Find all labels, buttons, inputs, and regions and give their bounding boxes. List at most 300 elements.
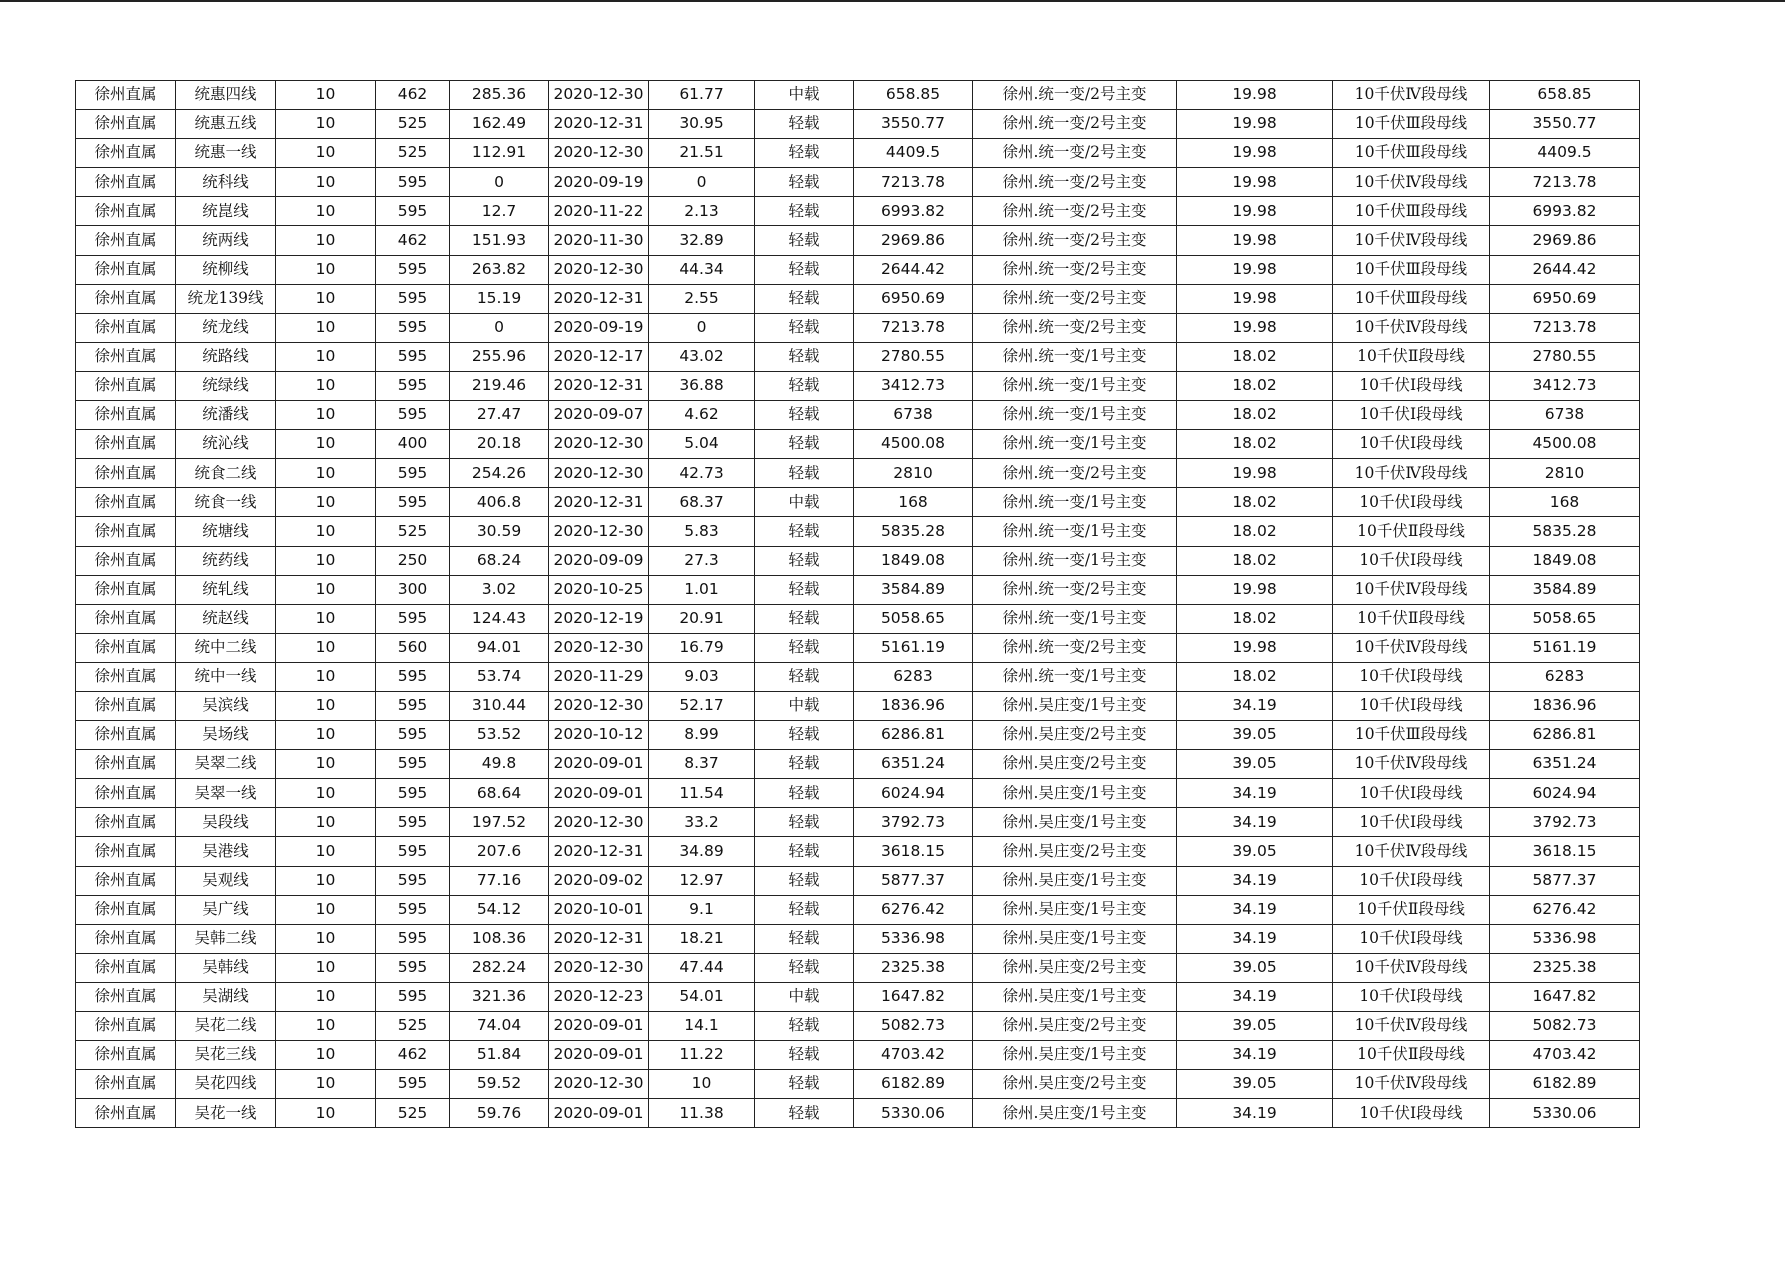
bus-section-cell: 10千伏Ⅲ段母线 [1333,197,1490,226]
max-current-cell: 30.59 [450,517,549,546]
date-cell: 2020-12-30 [549,1070,649,1099]
load-status-cell: 轻载 [755,1099,854,1128]
region-cell: 徐州直属 [76,284,176,313]
remaining-capacity-cell: 6738 [1490,401,1640,430]
remaining-capacity-cell: 2810 [1490,459,1640,488]
load-status-cell: 中载 [755,81,854,110]
remaining-capacity-cell: 658.85 [1490,81,1640,110]
remaining-capacity-cell: 5161.19 [1490,633,1640,662]
bus-section-cell: 10千伏Ⅰ段母线 [1333,546,1490,575]
table-row [76,662,1640,691]
date-cell: 2020-12-30 [549,633,649,662]
max-current-cell: 254.26 [450,459,549,488]
load-rate-cell: 52.17 [649,691,755,720]
load-status-cell: 轻载 [755,110,854,139]
date-cell: 2020-12-17 [549,342,649,371]
table-row [76,924,1640,953]
rated-current-cell: 595 [376,750,450,779]
voltage-level-cell: 10 [276,633,376,662]
substation-transformer-cell: 徐州.统一变/2号主变 [973,110,1177,139]
table-row [76,866,1640,895]
substation-transformer-cell: 徐州.统一变/1号主变 [973,546,1177,575]
rated-current-cell: 462 [376,81,450,110]
voltage-level-cell: 10 [276,924,376,953]
remaining-capacity-cell: 6351.24 [1490,750,1640,779]
voltage-level-cell: 10 [276,779,376,808]
transformer-load-rate-cell: 19.98 [1177,226,1333,255]
available-capacity-cell: 1647.82 [854,982,973,1011]
bus-section-cell: 10千伏Ⅰ段母线 [1333,371,1490,400]
max-current-cell: 53.74 [450,662,549,691]
voltage-level-cell: 10 [276,110,376,139]
substation-transformer-cell: 徐州.吴庄变/1号主变 [973,895,1177,924]
transformer-load-rate-cell: 39.05 [1177,837,1333,866]
bus-section-cell: 10千伏Ⅰ段母线 [1333,488,1490,517]
substation-transformer-cell: 徐州.统一变/1号主变 [973,401,1177,430]
region-cell: 徐州直属 [76,837,176,866]
bus-section-cell: 10千伏Ⅳ段母线 [1333,750,1490,779]
remaining-capacity-cell: 3584.89 [1490,575,1640,604]
available-capacity-cell: 3584.89 [854,575,973,604]
rated-current-cell: 525 [376,1012,450,1041]
load-status-cell: 轻载 [755,1041,854,1070]
date-cell: 2020-09-01 [549,1099,649,1128]
load-rate-cell: 32.89 [649,226,755,255]
date-cell: 2020-12-30 [549,517,649,546]
load-status-cell: 轻载 [755,662,854,691]
region-cell: 徐州直属 [76,342,176,371]
available-capacity-cell: 5835.28 [854,517,973,546]
load-rate-cell: 47.44 [649,953,755,982]
transformer-load-rate-cell: 19.98 [1177,633,1333,662]
region-cell: 徐州直属 [76,633,176,662]
available-capacity-cell: 7213.78 [854,168,973,197]
max-current-cell: 285.36 [450,81,549,110]
load-rate-cell: 20.91 [649,604,755,633]
substation-transformer-cell: 徐州.统一变/2号主变 [973,313,1177,342]
date-cell: 2020-09-09 [549,546,649,575]
rated-current-cell: 595 [376,837,450,866]
remaining-capacity-cell: 5058.65 [1490,604,1640,633]
load-rate-cell: 34.89 [649,837,755,866]
voltage-level-cell: 10 [276,430,376,459]
bus-section-cell: 10千伏Ⅰ段母线 [1333,662,1490,691]
load-status-cell: 轻载 [755,953,854,982]
feeder-name-cell: 统赵线 [176,604,276,633]
transformer-load-rate-cell: 19.98 [1177,110,1333,139]
max-current-cell: 59.76 [450,1099,549,1128]
available-capacity-cell: 1849.08 [854,546,973,575]
substation-transformer-cell: 徐州.吴庄变/2号主变 [973,1070,1177,1099]
table-row [76,430,1640,459]
feeder-name-cell: 吴港线 [176,837,276,866]
load-rate-cell: 9.1 [649,895,755,924]
load-rate-cell: 16.79 [649,633,755,662]
voltage-level-cell: 10 [276,895,376,924]
date-cell: 2020-11-29 [549,662,649,691]
remaining-capacity-cell: 4500.08 [1490,430,1640,459]
transformer-load-rate-cell: 19.98 [1177,168,1333,197]
date-cell: 2020-09-01 [549,1012,649,1041]
load-rate-cell: 5.83 [649,517,755,546]
rated-current-cell: 595 [376,284,450,313]
load-rate-cell: 11.38 [649,1099,755,1128]
substation-transformer-cell: 徐州.统一变/1号主变 [973,517,1177,546]
transformer-load-rate-cell: 34.19 [1177,924,1333,953]
date-cell: 2020-09-19 [549,313,649,342]
table-row [76,517,1640,546]
load-rate-cell: 8.37 [649,750,755,779]
available-capacity-cell: 5330.06 [854,1099,973,1128]
date-cell: 2020-12-31 [549,284,649,313]
table-row [76,313,1640,342]
substation-transformer-cell: 徐州.统一变/2号主变 [973,633,1177,662]
substation-transformer-cell: 徐州.统一变/2号主变 [973,197,1177,226]
load-rate-cell: 27.3 [649,546,755,575]
remaining-capacity-cell: 2780.55 [1490,342,1640,371]
available-capacity-cell: 2780.55 [854,342,973,371]
remaining-capacity-cell: 4409.5 [1490,139,1640,168]
substation-transformer-cell: 徐州.统一变/1号主变 [973,371,1177,400]
rated-current-cell: 595 [376,895,450,924]
date-cell: 2020-10-12 [549,721,649,750]
date-cell: 2020-12-30 [549,459,649,488]
available-capacity-cell: 168 [854,488,973,517]
load-status-cell: 轻载 [755,1012,854,1041]
table-row [76,139,1640,168]
date-cell: 2020-12-30 [549,255,649,284]
table-row [76,1099,1640,1128]
max-current-cell: 282.24 [450,953,549,982]
available-capacity-cell: 6351.24 [854,750,973,779]
bus-section-cell: 10千伏Ⅰ段母线 [1333,866,1490,895]
substation-transformer-cell: 徐州.吴庄变/1号主变 [973,982,1177,1011]
table-row [76,1070,1640,1099]
remaining-capacity-cell: 6024.94 [1490,779,1640,808]
available-capacity-cell: 6024.94 [854,779,973,808]
transformer-load-rate-cell: 34.19 [1177,691,1333,720]
bus-section-cell: 10千伏Ⅳ段母线 [1333,633,1490,662]
load-status-cell: 轻载 [755,808,854,837]
load-status-cell: 轻载 [755,459,854,488]
voltage-level-cell: 10 [276,517,376,546]
load-rate-cell: 0 [649,313,755,342]
max-current-cell: 54.12 [450,895,549,924]
voltage-level-cell: 10 [276,1041,376,1070]
load-status-cell: 轻载 [755,517,854,546]
load-rate-cell: 33.2 [649,808,755,837]
region-cell: 徐州直属 [76,459,176,488]
feeder-name-cell: 统药线 [176,546,276,575]
feeder-name-cell: 吴翠二线 [176,750,276,779]
rated-current-cell: 595 [376,255,450,284]
remaining-capacity-cell: 7213.78 [1490,313,1640,342]
voltage-level-cell: 10 [276,1099,376,1128]
load-rate-cell: 36.88 [649,371,755,400]
rated-current-cell: 595 [376,197,450,226]
available-capacity-cell: 6182.89 [854,1070,973,1099]
remaining-capacity-cell: 6993.82 [1490,197,1640,226]
remaining-capacity-cell: 3412.73 [1490,371,1640,400]
feeder-name-cell: 统惠一线 [176,139,276,168]
voltage-level-cell: 10 [276,139,376,168]
available-capacity-cell: 2810 [854,459,973,488]
substation-transformer-cell: 徐州.吴庄变/1号主变 [973,1099,1177,1128]
load-status-cell: 轻载 [755,168,854,197]
bus-section-cell: 10千伏Ⅳ段母线 [1333,226,1490,255]
voltage-level-cell: 10 [276,255,376,284]
voltage-level-cell: 10 [276,81,376,110]
rated-current-cell: 300 [376,575,450,604]
available-capacity-cell: 4409.5 [854,139,973,168]
max-current-cell: 310.44 [450,691,549,720]
table-row [76,1012,1640,1041]
bus-section-cell: 10千伏Ⅰ段母线 [1333,808,1490,837]
voltage-level-cell: 10 [276,197,376,226]
region-cell: 徐州直属 [76,168,176,197]
load-status-cell: 轻载 [755,779,854,808]
substation-transformer-cell: 徐州.统一变/1号主变 [973,342,1177,371]
transformer-load-rate-cell: 19.98 [1177,284,1333,313]
load-status-cell: 轻载 [755,313,854,342]
bus-section-cell: 10千伏Ⅳ段母线 [1333,575,1490,604]
load-rate-cell: 11.22 [649,1041,755,1070]
substation-transformer-cell: 徐州.统一变/2号主变 [973,81,1177,110]
region-cell: 徐州直属 [76,546,176,575]
remaining-capacity-cell: 6950.69 [1490,284,1640,313]
bus-section-cell: 10千伏Ⅰ段母线 [1333,779,1490,808]
load-status-cell: 轻载 [755,139,854,168]
load-rate-cell: 11.54 [649,779,755,808]
feeder-name-cell: 统路线 [176,342,276,371]
table-row [76,575,1640,604]
feeder-name-cell: 统潘线 [176,401,276,430]
voltage-level-cell: 10 [276,866,376,895]
transformer-load-rate-cell: 39.05 [1177,721,1333,750]
rated-current-cell: 250 [376,546,450,575]
table-row [76,81,1640,110]
bus-section-cell: 10千伏Ⅱ段母线 [1333,517,1490,546]
remaining-capacity-cell: 3792.73 [1490,808,1640,837]
available-capacity-cell: 7213.78 [854,313,973,342]
load-rate-cell: 30.95 [649,110,755,139]
bus-section-cell: 10千伏Ⅱ段母线 [1333,895,1490,924]
available-capacity-cell: 3792.73 [854,808,973,837]
remaining-capacity-cell: 5835.28 [1490,517,1640,546]
load-rate-cell: 12.97 [649,866,755,895]
substation-transformer-cell: 徐州.统一变/2号主变 [973,168,1177,197]
table-row [76,837,1640,866]
load-status-cell: 轻载 [755,604,854,633]
max-current-cell: 77.16 [450,866,549,895]
region-cell: 徐州直属 [76,226,176,255]
date-cell: 2020-12-30 [549,430,649,459]
feeder-name-cell: 吴段线 [176,808,276,837]
voltage-level-cell: 10 [276,953,376,982]
voltage-level-cell: 10 [276,750,376,779]
max-current-cell: 74.04 [450,1012,549,1041]
voltage-level-cell: 10 [276,284,376,313]
voltage-level-cell: 10 [276,488,376,517]
transformer-load-rate-cell: 34.19 [1177,808,1333,837]
available-capacity-cell: 6286.81 [854,721,973,750]
bus-section-cell: 10千伏Ⅲ段母线 [1333,255,1490,284]
date-cell: 2020-11-22 [549,197,649,226]
transformer-load-rate-cell: 34.19 [1177,779,1333,808]
substation-transformer-cell: 徐州.吴庄变/1号主变 [973,691,1177,720]
substation-transformer-cell: 徐州.吴庄变/2号主变 [973,837,1177,866]
max-current-cell: 49.8 [450,750,549,779]
transformer-load-rate-cell: 18.02 [1177,401,1333,430]
date-cell: 2020-12-30 [549,953,649,982]
remaining-capacity-cell: 7213.78 [1490,168,1640,197]
load-rate-cell: 44.34 [649,255,755,284]
date-cell: 2020-12-30 [549,691,649,720]
bus-section-cell: 10千伏Ⅱ段母线 [1333,1041,1490,1070]
load-status-cell: 轻载 [755,866,854,895]
bus-section-cell: 10千伏Ⅲ段母线 [1333,139,1490,168]
region-cell: 徐州直属 [76,779,176,808]
region-cell: 徐州直属 [76,139,176,168]
feeder-name-cell: 统中一线 [176,662,276,691]
max-current-cell: 68.64 [450,779,549,808]
bus-section-cell: 10千伏Ⅱ段母线 [1333,604,1490,633]
load-rate-cell: 4.62 [649,401,755,430]
load-rate-cell: 21.51 [649,139,755,168]
table-row [76,808,1640,837]
available-capacity-cell: 2969.86 [854,226,973,255]
load-rate-cell: 1.01 [649,575,755,604]
table-row [76,982,1640,1011]
table-row [76,488,1640,517]
bus-section-cell: 10千伏Ⅲ段母线 [1333,721,1490,750]
load-status-cell: 轻载 [755,284,854,313]
date-cell: 2020-09-01 [549,750,649,779]
transformer-load-rate-cell: 34.19 [1177,895,1333,924]
remaining-capacity-cell: 1849.08 [1490,546,1640,575]
rated-current-cell: 462 [376,1041,450,1070]
remaining-capacity-cell: 3550.77 [1490,110,1640,139]
available-capacity-cell: 5161.19 [854,633,973,662]
feeder-name-cell: 统绿线 [176,371,276,400]
substation-transformer-cell: 徐州.吴庄变/1号主变 [973,866,1177,895]
transformer-load-rate-cell: 18.02 [1177,546,1333,575]
bus-section-cell: 10千伏Ⅰ段母线 [1333,1099,1490,1128]
max-current-cell: 321.36 [450,982,549,1011]
substation-transformer-cell: 徐州.统一变/1号主变 [973,604,1177,633]
voltage-level-cell: 10 [276,371,376,400]
bus-section-cell: 10千伏Ⅳ段母线 [1333,459,1490,488]
max-current-cell: 3.02 [450,575,549,604]
feeder-name-cell: 统沁线 [176,430,276,459]
transformer-load-rate-cell: 18.02 [1177,488,1333,517]
max-current-cell: 0 [450,168,549,197]
voltage-level-cell: 10 [276,982,376,1011]
feeder-name-cell: 吴场线 [176,721,276,750]
max-current-cell: 0 [450,313,549,342]
transformer-load-rate-cell: 19.98 [1177,197,1333,226]
date-cell: 2020-12-31 [549,110,649,139]
region-cell: 徐州直属 [76,488,176,517]
bus-section-cell: 10千伏Ⅳ段母线 [1333,1070,1490,1099]
region-cell: 徐州直属 [76,982,176,1011]
rated-current-cell: 595 [376,691,450,720]
feeder-name-cell: 统食二线 [176,459,276,488]
feeder-name-cell: 吴花三线 [176,1041,276,1070]
date-cell: 2020-12-30 [549,139,649,168]
date-cell: 2020-12-31 [549,837,649,866]
date-cell: 2020-12-31 [549,924,649,953]
bus-section-cell: 10千伏Ⅳ段母线 [1333,953,1490,982]
region-cell: 徐州直属 [76,1099,176,1128]
table-row [76,691,1640,720]
table-row [76,721,1640,750]
available-capacity-cell: 2644.42 [854,255,973,284]
load-rate-cell: 5.04 [649,430,755,459]
bus-section-cell: 10千伏Ⅳ段母线 [1333,168,1490,197]
feeder-name-cell: 吴广线 [176,895,276,924]
rated-current-cell: 595 [376,953,450,982]
max-current-cell: 51.84 [450,1041,549,1070]
transformer-load-rate-cell: 19.98 [1177,81,1333,110]
region-cell: 徐州直属 [76,662,176,691]
substation-transformer-cell: 徐州.统一变/1号主变 [973,430,1177,459]
region-cell: 徐州直属 [76,430,176,459]
region-cell: 徐州直属 [76,371,176,400]
date-cell: 2020-09-19 [549,168,649,197]
max-current-cell: 406.8 [450,488,549,517]
available-capacity-cell: 3412.73 [854,371,973,400]
bus-section-cell: 10千伏Ⅰ段母线 [1333,924,1490,953]
remaining-capacity-cell: 4703.42 [1490,1041,1640,1070]
region-cell: 徐州直属 [76,81,176,110]
rated-current-cell: 595 [376,662,450,691]
bus-section-cell: 10千伏Ⅰ段母线 [1333,982,1490,1011]
rated-current-cell: 525 [376,139,450,168]
voltage-level-cell: 10 [276,575,376,604]
transformer-load-rate-cell: 18.02 [1177,430,1333,459]
substation-transformer-cell: 徐州.统一变/2号主变 [973,459,1177,488]
load-rate-cell: 2.55 [649,284,755,313]
remaining-capacity-cell: 5877.37 [1490,866,1640,895]
load-status-cell: 轻载 [755,546,854,575]
substation-transformer-cell: 徐州.统一变/2号主变 [973,139,1177,168]
table-row [76,371,1640,400]
transformer-load-rate-cell: 18.02 [1177,662,1333,691]
substation-transformer-cell: 徐州.统一变/1号主变 [973,662,1177,691]
max-current-cell: 112.91 [450,139,549,168]
feeder-name-cell: 吴翠一线 [176,779,276,808]
region-cell: 徐州直属 [76,517,176,546]
voltage-level-cell: 10 [276,1012,376,1041]
table-row [76,226,1640,255]
max-current-cell: 94.01 [450,633,549,662]
feeder-name-cell: 吴花一线 [176,1099,276,1128]
feeder-name-cell: 吴湖线 [176,982,276,1011]
feeder-name-cell: 统惠五线 [176,110,276,139]
max-current-cell: 15.19 [450,284,549,313]
substation-transformer-cell: 徐州.吴庄变/2号主变 [973,721,1177,750]
available-capacity-cell: 3550.77 [854,110,973,139]
max-current-cell: 12.7 [450,197,549,226]
substation-transformer-cell: 徐州.吴庄变/1号主变 [973,779,1177,808]
substation-transformer-cell: 徐州.统一变/1号主变 [973,488,1177,517]
transformer-load-rate-cell: 18.02 [1177,342,1333,371]
remaining-capacity-cell: 5082.73 [1490,1012,1640,1041]
load-rate-cell: 9.03 [649,662,755,691]
voltage-level-cell: 10 [276,808,376,837]
bus-section-cell: 10千伏Ⅱ段母线 [1333,342,1490,371]
